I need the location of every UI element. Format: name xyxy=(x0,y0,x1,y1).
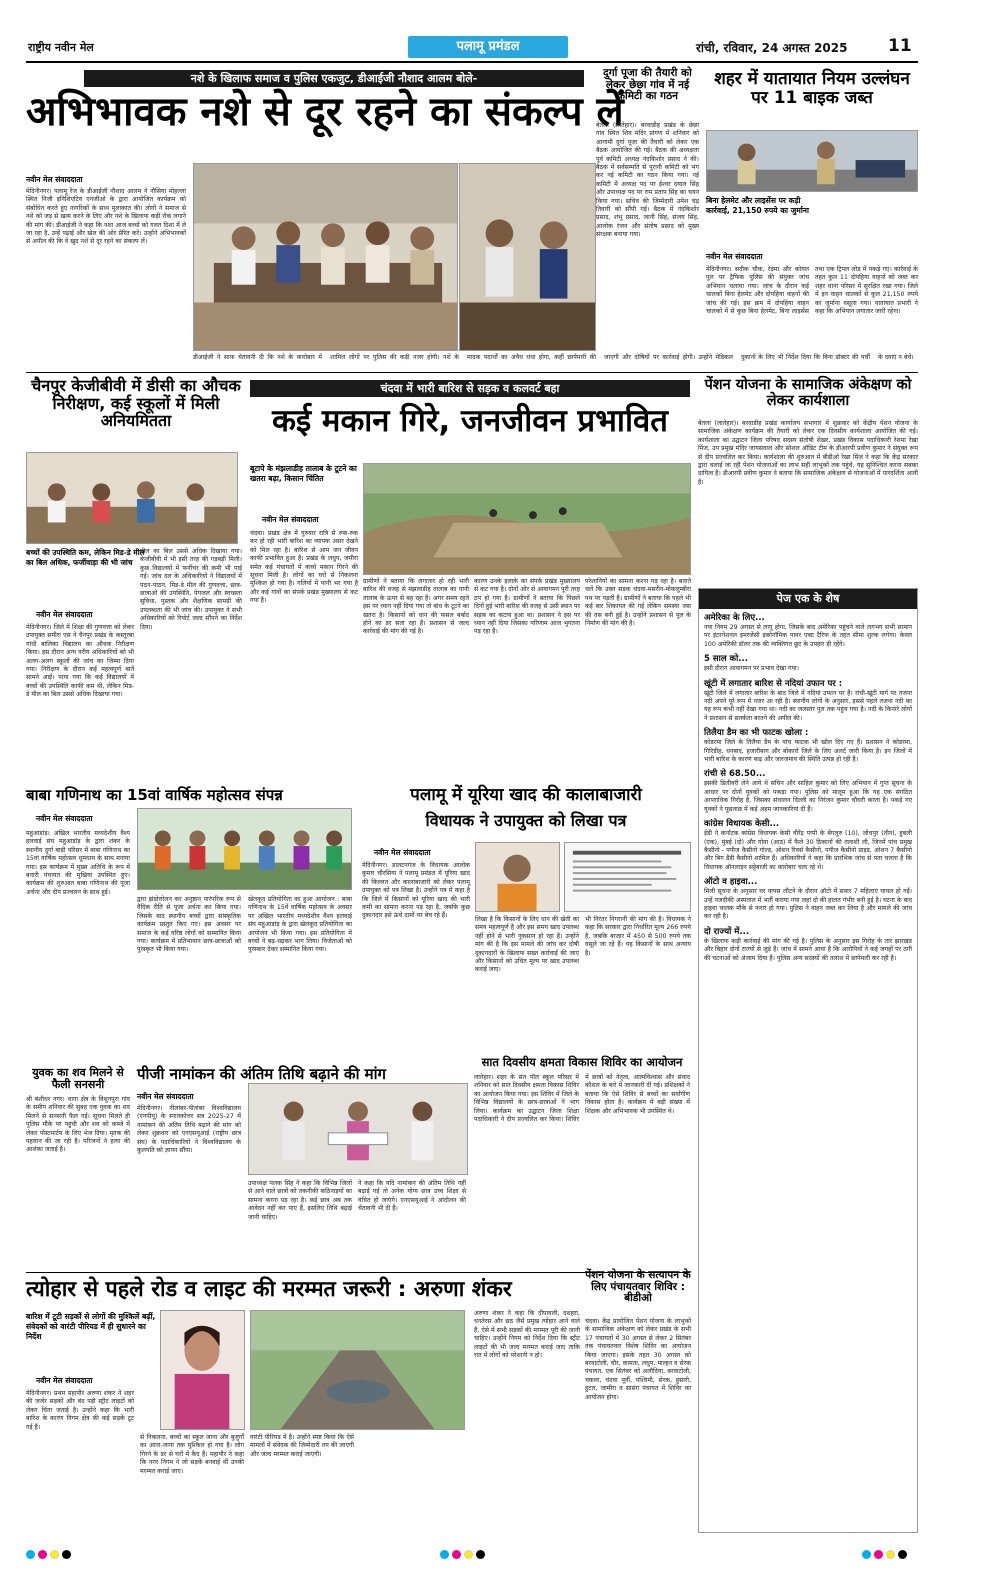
chainpur-caption: बच्चों की उपस्थिति कम, लेकिन मिड-डे मील का बिल अधिक, फर्जीवाड़ा की भी जांच xyxy=(26,548,145,567)
page-one-item-text: के खिलाफ कड़ी कार्रवाई की मांग की गई है। पुलिस के अनुसार इस गिरोह के तार झारखंड और बिहार दोनों राज्यों से जुड़े हैं। जांच में सामने आया है कि आरोपियों ने कई जगहों पर ठगी की घटनाओं को अंजाम दिया है। पुलिस अन्य सदस्यों की तलाश में छापेमारी कर रही है। xyxy=(704,937,912,962)
color-mark-yellow xyxy=(464,1550,473,1559)
chandwa-sub: बूटापे के मंझलाडीह तालाब के टूटने का खतरा बढ़ा, किसान चिंतित xyxy=(250,464,357,483)
lead-kicker: नशे के खिलाफ समाज व पुलिस एकजुट, डीआईजी नौशाद आलम बोले- xyxy=(84,70,584,87)
page-one-item-title: रांची से 68.50... xyxy=(704,769,766,780)
color-mark-black xyxy=(62,1550,71,1559)
page-one-item-title: दो राज्यों में... xyxy=(704,926,750,937)
page-number: 11 xyxy=(888,36,912,56)
chandwa-text-b: ग्रामीणों ने बताया कि लगातार हो रही भारी बारिश की वजह से मंझलाडीह तालाब का पानी तालाब के ऊपर से बह रहा है। अगर समय रहते इस पर ध्यान नहीं दिया गया तो बांध के टूटने का खतरा है। किसानों को धान की फसल बर्बाद होने का डर सता रहा है। प्रशासन से जल्द कार्रवाई की मांग की गई है। xyxy=(363,578,469,636)
youth-headline: युवक का शव मिलने से फैली सनसनी xyxy=(32,1066,124,1092)
pension-camp-headline: पेंशन योजना के सत्यापन के लिए पंचायतवार शिविर : बीडीओ xyxy=(585,1269,691,1305)
page-one-item-text: कोडरमा जिले के तिलैया डैम के पांच फाटक भी खोल दिए गए हैं। प्रशासन ने कोडरमा, गिरिडीह, धनबाद, हजारीबाग और बोकारो जिले के लिए अलर्ट जारी किया है। इन जिलों में भारी बारिश के कारण बाढ़ और जलजमाव की स्थिति उत्पन्न हो रही है। xyxy=(704,739,912,764)
chandwa-text-a: चंदवा। प्रखंड क्षेत्र में गुरुवार रात्रि से रुक-रुक कर हो रही भारी बारिश का व्यापक असर देखने को मिल रहा है। बारिश से आम जन जीवन काफी प्रभावित हुआ है। प्रखंड के लधुप, जमीरा समेत कई पंचायतों में कच्चे मकान गिरने की सूचना मिली है। लोगों का घरों से निकलना मुश्किल हो गया है। गलियों में पानी भर गया है और कई गांवों का संपर्क प्रखंड मुख्यालय से कट गया है। xyxy=(250,530,358,605)
page-one-item-text: नया नियम 29 अगस्त से लागू होगा, जिसके बाद अमेरिका पहुंचने वाले लगभग सभी सामान पर इंटरनेशनल इमरजेंसी इकोनॉमिक पावर एक्ट टैरिफ के तहत सीमा शुल्क लगेगा। केवल 100 अमेरिकी डॉलर तक की व्यक्तिगत छूट के उपहार ही रहेंगे। xyxy=(704,624,912,648)
chainpur-headline: चैनपुर केजीबीवी में डीसी का औचक निरीक्षण, कई स्कूलों में मिली अनियमितता xyxy=(31,376,241,431)
traffic-headline: शहर में यातायात नियम उल्लंघन पर 11 बाइक जब्त xyxy=(714,69,910,108)
section-title: पलामू प्रमंडल xyxy=(456,39,520,54)
pg-text-c: ने कहा कि यदि नामांकन की अंतिम तिथि नहीं बढ़ाई गई तो अनेक योग्य छात्र उच्च शिक्षा से वंचित हो जाएंगे। एनएसयूआई ने आंदोलन की चेतावनी भी दी है। xyxy=(358,1180,466,1213)
camp-headline: सात दिवसीय क्षमता विकास शिविर का आयोजन xyxy=(481,1055,683,1069)
page-one-item-text: खूंटी जिले में लगातार बारिश के बाद जिले में नदियां उफान पर हैं। रांची-खूंटी मार्ग पर तजना नदी अपने पूरे रूप में नजर आ रही है। स्थानीय लोगों के अनुसार, इससे पहले तजना नदी का यह रूप कभी नहीं देखा गया था। नदी का जलस्तर पुल तक पहुंच गया है। नदी के किनारे लोगों ने प्रशासन से सतर्कता बरतने की अपील की। xyxy=(704,689,912,722)
pg-headline: पीजी नामांकन की अंतिम तिथि बढ़ाने की मांग xyxy=(137,1065,386,1083)
traffic-byline: नवीन मेल संवाददाता xyxy=(706,252,763,261)
page-one-item-title: अमेरिका के लिए... xyxy=(704,613,765,623)
camp-text: लातेहार। शहर के संत पॉल स्कूल परिसर में शनिवार को सात दिवसीय क्षमता विकास शिविर का आयोजन किया गया। इस शिविर में जिले के विभिन्न विद्यालयों के छात्र-छात्राओं ने भाग लिया। कार्यक्रम का उद्घाटन जिला शिक्षा पदाधिकारी ने दीप प्रज्वलित कर किया। शिविर में छात्रों को नेतृत्व, आत्मविश्वास और संवाद कौशल के बारे में जानकारी दी गई। प्रशिक्षकों ने बताया कि ऐसे शिविर से बच्चों का सर्वांगीण विकास होता है। कार्यक्रम में बड़ी संख्या में शिक्षक और अभिभावक भी उपस्थित थे। xyxy=(474,1074,690,1124)
arun-headline: त्योहार से पहले रोड व लाइट की मरम्मत जरूरी : अरुणा शंकर xyxy=(26,1277,512,1302)
urea-photo xyxy=(475,842,560,912)
color-mark-magenta xyxy=(38,1550,47,1559)
chandwa-photo xyxy=(363,463,691,575)
divider-1 xyxy=(26,372,918,373)
arun-caption: बारिश में टूटी सड़कों से लोगों की मुश्किलें बढ़ीं, संवेदकों को वारंटी पीरियड में ही सुधारने का निर्देश xyxy=(26,1312,156,1341)
urea-text-c: भी निरंतर निगरानी की मांग की है। विधायक ने कहा कि सरकार द्वारा निर्धारित मूल्य 266 रुपये है, जबकि बाजार में 450 से 500 रुपये तक वसूले जा रहे हैं। यह किसानों के साथ अन्याय है। xyxy=(585,916,691,957)
urea-headline: पलामू में यूरिया खाद की कालाबाजारी xyxy=(410,785,642,805)
footer-marks-center xyxy=(440,1544,488,1563)
page-one-item xyxy=(704,927,912,963)
page-one-item-title: कांग्रेस विधायक केसी... xyxy=(704,819,780,830)
lead-text-b: डीआईजी ने साफ चेतावनी दी कि नशे के कारोबार में शामिल लोगों पर पुलिस की कड़ी नजर होगी। नशे के मादक पदार्थों का अवैध धंधा होगा, कहीं छापेमारी की जाएगी और दोषियों पर कार्रवाई होगी। उन्होंने मेडिकल दुकानों के लिए भी निर्देश दिया कि बिना डॉक्टर की पर्ची के दवाएं न बेचें। xyxy=(193,354,914,361)
masthead-rule xyxy=(26,61,918,63)
paper-name: राष्ट्रीय नवीन मेल xyxy=(28,41,94,54)
page-one-item-title: तिलैया डैम का भी फाटक खोला : xyxy=(704,728,809,739)
page-one-box xyxy=(698,588,918,1533)
dateline: रांची, रविवार, 24 अगस्त 2025 xyxy=(696,41,848,55)
pg-text-a: मेदिनीनगर। नीलांबर-पीतांबर विश्वविद्यालय (एनपीयू) के स्नातकोत्तर सत्र 2025-27 में नामांकन की अंतिम तिथि बढ़ाने की मांग को लेकर शुक्रवार को एनएसयूआई (राष्ट्रीय छात्र संघ) के पदाधिकारियों ने विश्वविद्यालय के कुलपति को ज्ञापन सौंपा। xyxy=(137,1105,241,1155)
color-mark-yellow xyxy=(50,1550,59,1559)
chainpur-text-b: मील का बिल उससे अधिक दिखाया गया। केजीबीवी में भी इसी तरह की गड़बड़ी मिली। कुछ विद्यालयों में फर्नीचर की कमी भी पाई गई। जांच दल के अधिकारियों ने विद्यालयों में पठन-पाठन, मिड-डे मील की गुणवत्ता, छात्र-छात्राओं की उपस्थिति, पेयजल और स्वच्छता सुविधा, पुस्तक और शैक्षणिक सामग्री की उपलब्धता की भी जांच की। उपायुक्त ने सभी अधिकारियों को रिपोर्ट जल्द सौंपने का निर्देश दिया। xyxy=(140,548,242,631)
color-mark-cyan xyxy=(862,1550,871,1559)
color-mark-cyan xyxy=(440,1550,449,1559)
lead-headline: अभिभावक नशे से दूर रहने का संकल्प लें xyxy=(26,89,624,135)
footer-marks-left xyxy=(26,1544,74,1563)
chandwa-kicker: चंदवा में भारी बारिश से सड़क व कलवर्ट बहा xyxy=(250,380,690,397)
baba-photo xyxy=(137,808,352,890)
traffic-photo xyxy=(706,130,918,192)
page-one-item-text: इसी दौरान आवागमन पर प्रभाव देखा गया। xyxy=(704,665,799,673)
arun-text-b: से निकलना, बच्चों का स्कूल जाना और बुजुर्गों का आना-जाना तक मुश्किल हो गया है। लोग गिरने के डर से घरों में कैद हैं। महापौर ने कहा कि नगर निगम ने जो सड़कें बनवाई थीं उनकी मरम्मत कराई जाए। xyxy=(140,1434,244,1475)
color-mark-yellow xyxy=(886,1550,895,1559)
arun-photo xyxy=(160,1310,245,1430)
page-one-item-text: ईडी ने कर्नाटक कांग्रेस विधायक केसी वीरेंद्र पप्पी के बेंगलुरु (10), जोधपुर (तीन), हुबली (एक), मुंबई (दो) और गोवा (आठ) में फैले 30 ठिकानों की तलाशी ली, जिनमें पांच प्रमुख कैसीनो - पपीज कैसीनो गोल्ड, ओशन रिवर्स कैसीनो, पपीज कैसीनो प्राइड, ओशन 7 कैसीनो और बिग डैडी कैसीनो शामिल हैं। अधिकारियों ने कहा कि प्रारंभिक जांच से पता चलता है कि विधायक ऑनलाइन सट्टेबाजी का कारोबार चला रहे थे। xyxy=(704,830,912,871)
page-one-item-title: 5 साल को... xyxy=(704,654,748,665)
chainpur-photo xyxy=(26,452,238,544)
pension-camp-text: चंदवा। केंद्र प्रायोजित पेंशन योजना के लाभुकों के सामाजिक अंकेक्षण को लेकर प्रखंड के सभी 17 पंचायतों में 30 अगस्त से लेकर 2 सितंबर तक पंचायतवार विशेष शिविर का आयोजन किया जाएगा। इसके तहत 30 अगस्त को बरवाटोली, चौर, कामता, लधुप, माल्हन व सेरक पंचायत, एक सितंबर को अलौदिया, बरवाटोली, चकला, चंदवा पूर्वी, पश्चिमी, सेरक, हुसारो, हुटार, जामीरा व सासंग पंचायत में शिविर का आयोजन होगा। xyxy=(585,1318,691,1401)
color-mark-black xyxy=(898,1550,907,1559)
traffic-caption: बिना हेलमेट और लाइसेंस पर कड़ी कार्रवाई, 21,150 रुपये का जुर्माना xyxy=(706,196,809,215)
chainpur-byline: नवीन मेल संवाददाता xyxy=(36,610,93,619)
lead-text-a: मेदिनीनगर। पलामू रेंज के डीआईजी नौशाद आलम ने नौसिया मोहल्ला स्थित निजी इनिशिएटिव एनजीओ के द्वारा आयोजित कार्यक्रम को संबोधित करते हुए नागरिकों के साथ मुलाकात की। लोगों ने समाज से नशे को जड़ से खत्म करने के लिए और नशे के खिलाफ कड़ी रोक लगाने की मांग की। डीआईजी ने कहा कि नशा आज बच्चों को गलत दिशा में ले जा रहा है, उन्हें पढ़ाई और खेल की ओर प्रेरित करें। उन्होंने अभिभावकों से अपील की कि वे खुद नशे से दूर रहने का संकल्प लें। xyxy=(26,188,186,246)
lead-byline: नवीन मेल संवाददाता xyxy=(26,175,83,184)
baba-text-b: द्वारा झंडोत्तोलन कर अनुष्ठान पारंपरिक रूप से वैदिक रीति से पूजा अर्चना कर किया गया। जिसके बाद स्थानीय बच्चों द्वारा सांस्कृतिक कार्यक्रम प्रस्तुत किए गए। इस अवसर पर समाज के कई वरिष्ठ लोगों को सम्मानित किया गया। कार्यक्रम में प्रतिभावान छात्र-छात्राओं को पुरस्कृत भी किया गया। xyxy=(137,896,241,954)
chainpur-text-a: मेदिनीनगर। जिले में शिक्षा की गुणवत्ता को लेकर उपायुक्त समीरा एस ने चैनपुर प्रखंड के कस्तूरबा गांधी बालिका विद्यालय का औचक निरीक्षण किया। इस दौरान अन्य वरीय अधिकारियों को भी अलग-अलग स्कूलों की जांच का जिम्मा दिया गया। निरीक्षण के दौरान कई महत्वपूर्ण बातें सामने आईं। पाया गया कि कई विद्यालयों में बच्चों की उपस्थिति काफी कम थी, लेकिन मिड-डे मील का बिल उससे अधिक दिखाया गया। xyxy=(26,624,134,699)
urea-text-b: लिखा है कि किसानों के लिए धान की खेती का समय महत्वपूर्ण है और इस समय खाद उपलब्ध नहीं होने से भारी नुकसान हो रहा है। उन्होंने मांग की है कि इस मामले की जांच कर दोषी दुकानदारों के खिलाफ सख्त कार्रवाई की जाए और किसानों को उचित मूल्य पर खाद उपलब्ध कराई जाए। xyxy=(475,916,579,974)
lead-photo xyxy=(193,163,458,351)
page-one-item xyxy=(704,679,912,724)
page-one-title-bar xyxy=(699,589,917,609)
color-mark-magenta xyxy=(452,1550,461,1559)
page-one-item xyxy=(704,613,912,649)
chandwa-text-d: परेशानियों का सामना करना पड़ रहा है। बताते चलें कि उक्त सड़क चंदवा-मसरीन-मोकलुम्बीरा पथ पर पड़ती है। ग्रामीणों ने बताया कि पहले भी कई बार शिकायत की गई लेकिन समस्या जस की तस बनी हुई है। उन्होंने प्रशासन से पुल के निर्माण की मांग की है। xyxy=(585,578,691,628)
pg-photo xyxy=(248,1083,468,1175)
durga-text: बेतला (लातेहार)। बरवाडीह प्रखंड के छेछा गांव स्थित शिव मंदिर प्रांगण में शनिवार को आगामी दुर्गा पूजा की तैयारी को लेकर एक बैठक आयोजित की गई। बैठक की अध्यक्षता पूर्व कमिटी अध्यक्ष नंदकिशोर प्रसाद ने की। बैठक में सर्वसम्मति से पुरानी कमिटी को भंग कर नई कमिटी का गठन किया गया। नई कमिटी में अध्यक्ष पद पर ईश्वर दयाल सिंह और उपाध्यक्ष पद पर राम प्रताप सिंह का चयन किया गया। सचिव की जिम्मेदारी उमेश चंद्र तिवारी को सौंपी गई। बैठक में नंदकिशोर प्रसाद, शंभु प्रसाद, जानी सिंह, संजय सिंह, आलोक रंजन और संतोष प्रसाद को मुख्य संरक्षक बनाया गया। xyxy=(596,122,699,239)
chandwa-byline: नवीन मेल संवाददाता xyxy=(262,515,319,524)
page-one-item-text: मिली सूचना के अनुसार घर वापस लौटने के दौरान ऑटो में सवार 7 महिलाएं घायल हो गईं। उन्हें नजदीकी अस्पताल में भर्ती कराया गया जहां दो की हालत गंभीर बनी हुई है। घटना के बाद हाइवा चालक मौके से फरार हो गया। पुलिस ने वाहन जब्त कर लिया है और मामले की जांच कर रही है। xyxy=(704,888,912,921)
lead-photo-2 xyxy=(459,163,596,351)
page-one-item-title: खूंटी में लगातार बारिश से नदियां उफान पर : xyxy=(704,678,843,689)
page-one-item xyxy=(704,728,912,764)
page-one-item xyxy=(704,819,912,872)
arun-text-a: मेदिनीनगर। प्रथम महापौर अरुणा शंकर ने शहर की जर्जर सड़कों और बंद पड़ी स्ट्रीट लाइटों को लेकर चिंता जताई है। उन्होंने कहा कि भारी बारिश के कारण निगम क्षेत्र की कई सड़कें टूट गई हैं। xyxy=(26,1390,134,1431)
pg-byline: नवीन मेल संवाददाता xyxy=(137,1092,194,1101)
chandwa-text-c: कारण उनके इलाके का संपर्क प्रखंड मुख्यालय से कट गया है। दोनों ओर से आवागमन पूरी तरह ठप हो गया है। ग्रामीणों ने बताया कि पिछले दिनों हुई भारी बारिश की वजह से उसी स्थान पर सड़क का कटाव हुआ था। प्रशासन ने इस पर ध्यान नहीं दिया जिसका परिणाम आज भुगतना पड़ रहा है। xyxy=(474,578,581,636)
page-one-item xyxy=(704,654,912,673)
page-one-item xyxy=(704,769,912,814)
chandwa-headline: कई मकान गिरे, जनजीवन प्रभावित xyxy=(272,403,668,439)
section-banner xyxy=(408,36,568,58)
urea-letter xyxy=(564,842,691,912)
footer-marks-right xyxy=(862,1544,910,1563)
page-one-item xyxy=(704,877,912,922)
durga-headline: दुर्गा पूजा की तैयारी को लेकर छेछा गांव में नई कमिटी का गठन xyxy=(603,67,692,103)
urea-text-a: मेदिनीनगर। डालटनगंज के विधायक आलोक कुमार चौरसिया ने पलामू प्रमंडल में यूरिया खाद की किल्लत और कालाबाजारी को लेकर पलामू उपायुक्त को पत्र लिखा है। उन्होंने पत्र में कहा है कि जिले में किसानों को यूरिया खाद की भारी कमी का सामना करना पड़ रहा है, जबकि कुछ दुकानदार इसे ऊंचे दामों पर बेच रहे हैं। xyxy=(362,862,470,920)
traffic-text: मेदिनीनगर। सदीक चौक, रेड़मा और कोयल पुल पर ट्रैफिक पुलिस की संयुक्त जांच अभियान चलाया गया। जांच के दौरान कई चालकों बिना हेलमेट और दोपहिया वाहनों की जांच की गई। इस क्रम में दोपहिया वाहन चालकों में से कुछ बिना हेलमेट, बिना लाइसेंस तथा एक ट्रिपल लोड में पकड़े गए। कार्रवाई के तहत कुल 11 दोपहिया वाहनों को जब्त कर शहर थाना परिसर में सुरक्षित रखा गया। जिले में इन वाहन चालकों से कुल 21,150 रुपये का जुर्माना वसूला गया। यातायात प्रभारी ने कहा कि अभियान लगातार जारी रहेगा। xyxy=(706,266,918,316)
page-one-list xyxy=(699,609,917,972)
baba-text-c: खेलकूद प्रतियोगिता का हुआ आयोजन : बाबा गणिनाथ के 15वें वार्षिक महोत्सव के अवसर पर अखिल भारतीय मध्यदेशीय वैश्य हलवाई संघ महुआडांड़ के द्वारा खेलकूद प्रतियोगिता का आयोजन भी किया गया। इस प्रतियोगिता में बच्चों ने बढ़-चढ़कर भाग लिया। विजेताओं को पुरस्कार देकर सम्मानित किया गया। xyxy=(248,896,352,954)
baba-headline: बाबा गणिनाथ का 15वां वार्षिक महोत्सव संपन्न xyxy=(26,786,283,804)
page-one-item-text: इसकी डिलीवरी लेने आये थे सचिन और साहिल कुमार को लिए अभियान में गुप्त सूचना के आधार पर दोनों युवकों को पकड़ा गया। पुलिस को मालूम हुआ कि यह एक संगठित आपराधिक गिरोह है, जिसका संचालन दिल्ली का निरंजन कुमार चौधरी करता है। पकड़े गए युवकों ने पूछताछ में कई अहम जानकारियां दी हैं। xyxy=(704,780,912,813)
masthead xyxy=(26,36,918,60)
urea-byline: नवीन मेल संवाददाता xyxy=(374,848,431,857)
arun-photo-2 xyxy=(250,1310,465,1430)
arun-byline: नवीन मेल संवाददाता xyxy=(36,1376,93,1385)
color-mark-black xyxy=(476,1550,485,1559)
arun-text-c: वारंटी पीरियड में है। उन्होंने स्पष्ट किया कि ऐसे मामलों में संवेदक की जिम्मेदारी तय की जाएगी और जल्द मरम्मत कराई जाएगी। xyxy=(250,1434,354,1458)
baba-byline: नवीन मेल संवाददाता xyxy=(36,814,93,823)
page-one-title: पेज एक के शेष xyxy=(776,592,840,605)
arun-text-d2: अरुणा शंकर ने कहा कि दीपावली, दशहरा, धनतेरस और छठ जैसे प्रमुख त्योहार आने वाले हैं, ऐसे में सभी सड़कों की मरम्मत पूरी की जानी चाहिए। उन्होंने निगम को निर्देश दिया कि स्ट्रीट लाइटों की भी जल्द मरम्मत कराई जाए ताकि रात में लोगों को परेशानी न हो। xyxy=(474,1310,580,1360)
youth-text: श्री बंशीधर नगर। थाना क्षेत्र के विशुनपुरा गांव के समीप शनिवार की सुबह एक युवक का शव मिलने से सनसनी फैल गई। सूचना मिलते ही पुलिस मौके पर पहुंची और शव को कब्जे में लेकर पोस्टमार्टम के लिए भेज दिया। मृतक की पहचान की जा रही है। परिजनों ने हत्या की आशंका जताई है। xyxy=(26,1096,130,1154)
color-mark-cyan xyxy=(26,1550,35,1559)
pension-top-headline: पेंशन योजना के सामाजिक अंकेक्षण को लेकर कार्यशाला xyxy=(704,377,912,409)
color-mark-magenta xyxy=(874,1550,883,1559)
page-one-item-title: ऑटो व हाइवा... xyxy=(704,877,758,888)
pg-text-b: उपाध्यक्ष पलक सिंह ने कहा कि विभिन्न जिलों से आने वाले छात्रों को तकनीकी कठिनाइयों का सामना करना पड़ रहा है। कई छात्र अब तक आवेदन नहीं कर पाए हैं, इसलिए तिथि बढ़ाई जानी चाहिए। xyxy=(248,1180,352,1221)
urea-sub: विधायक ने उपायुक्त को लिखा पत्र xyxy=(425,811,627,830)
pension-top-text: बेतला (लातेहार)। बरवाडीह प्रखंड कार्यालय सभागार में शुक्रवार को केंद्रीय पेंशन योजना के सामाजिक अंकेक्षण कार्यक्रम की तैयारी को लेकर एक दिवसीय कार्यशाला आयोजित की गई। कार्यशाला का उद्घाटन जिला परिषद सदस्य संतोषी शेखर, प्रखंड विकास पदाधिकारी रेशमा रेखा मिंज, उप प्रमुख मंदिर जायसवाल और सोशल ऑडिट टीम के डीआरपी प्रवीण कुमार ने संयुक्त रूप से दीप प्रज्वलित कर किया। कार्यशाला की शुरुआत में बीडीओ रेखा मिंज ने कहा कि केंद्र सरकार द्वारा चलाई जा रही पेंशन योजनाओं का लाभ सही लाभुकों तक पहुंचे, यह सुनिश्चित करना सबका दायित्व है। डीआरपी प्रवीण कुमार ने बताया कि सामाजिक अंकेक्षण से योजनाओं में पारदर्शिता आती है। xyxy=(698,420,918,486)
baba-text-a: महुआडांड़। अखिल भारतीय मध्यदेशीय वैश्य हलवाई संघ महुआडांड़ के द्वारा शंकर के स्थानीय दुर्गा बाड़ी परिसर में बाबा गणिनाथ का 15वां वार्षिक महोत्सव धूमधाम के साथ मनाया गया। इस कार्यक्रम में मुख्य अतिथि के रूप में बनारी पंचायत की मुखिया उपस्थित हुए। कार्यक्रम की शुरुआत बाबा गणिनाथ की पूजा अर्चना और दीप प्रज्वलन के साथ हुई। xyxy=(26,830,130,896)
